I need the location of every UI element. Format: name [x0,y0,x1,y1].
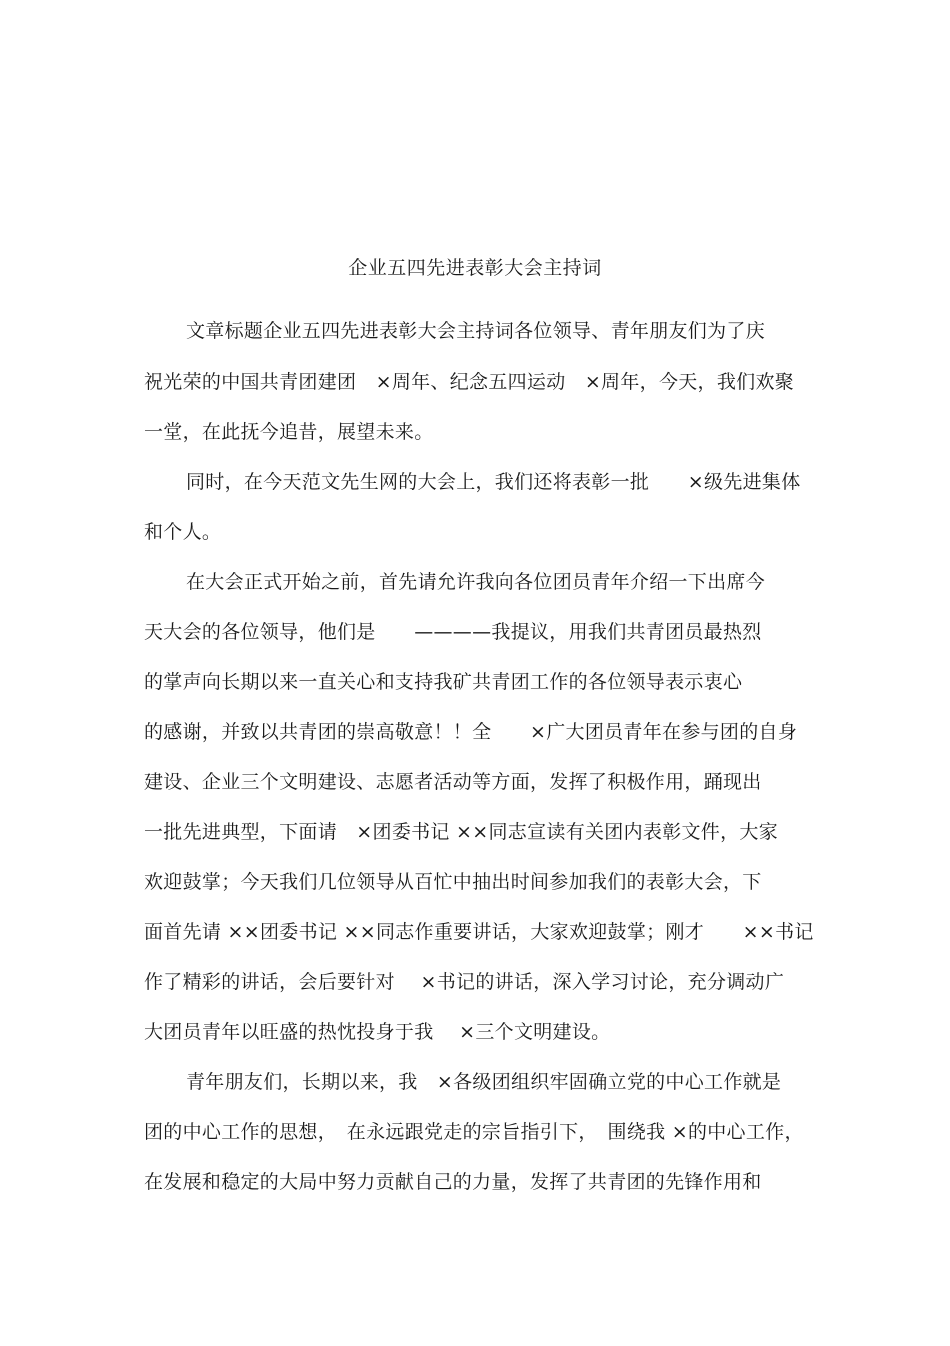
paragraph-line: 同时，在今天范文先生网的大会上，我们还将表彰一批 ×级先进集体 [186,471,801,493]
paragraph-line: 在发展和稳定的大局中努力贡献自己的力量，发挥了共青团的先锋作用和 [144,1171,762,1193]
paragraph-line: 祝光荣的中国共青团建团 ×周年、纪念五四运动 ×周年，今天，我们欢聚 [144,371,795,393]
paragraph-line: 作了精彩的讲话，会后要针对 ×书记的讲话，深入学习讨论，充分调动广 [144,971,785,993]
paragraph-line: 欢迎鼓掌；今天我们几位领导从百忙中抽出时间参加我们的表彰大会，下 [144,871,762,893]
paragraph-line: 面首先请 ××团委书记 ××同志作重要讲话，大家欢迎鼓掌；刚才 ××书记 [144,921,814,943]
paragraph-line: 团的中心工作的思想， 在永远跟党走的宗旨指引下， 围绕我 ×的中心工作， [144,1121,804,1143]
document-title: 企业五四先进表彰大会主持词 [348,257,602,279]
paragraph-line: 一堂，在此抚今追昔，展望未来。 [144,421,434,443]
paragraph-line: 建设、企业三个文明建设、志愿者活动等方面，发挥了积极作用，踊现出 [144,771,762,793]
paragraph-line: 天大会的各位领导，他们是 ————我提议，用我们共青团员最热烈 [144,621,762,643]
paragraph-line: 的掌声向长期以来一直关心和支持我矿共青团工作的各位领导表示衷心 [144,671,743,693]
paragraph-line: 大团员青年以旺盛的热忱投身于我 ×三个文明建设。 [144,1021,611,1043]
paragraph-line: 文章标题企业五四先进表彰大会主持词各位领导、青年朋友们为了庆 [186,320,766,342]
paragraph-line: 和个人。 [144,521,222,543]
paragraph-line: 在大会正式开始之前，首先请允许我向各位团员青年介绍一下出席今 [186,571,766,593]
paragraph-line: 一批先进典型，下面请 ×团委书记 ××同志宣读有关团内表彰文件，大家 [144,821,779,843]
paragraph-line: 的感谢，并致以共青团的崇高敬意！！全 ×广大团员青年在参与团的自身 [144,721,798,743]
paragraph-line: 青年朋友们，长期以来，我 ×各级团组织牢固确立党的中心工作就是 [186,1071,782,1093]
